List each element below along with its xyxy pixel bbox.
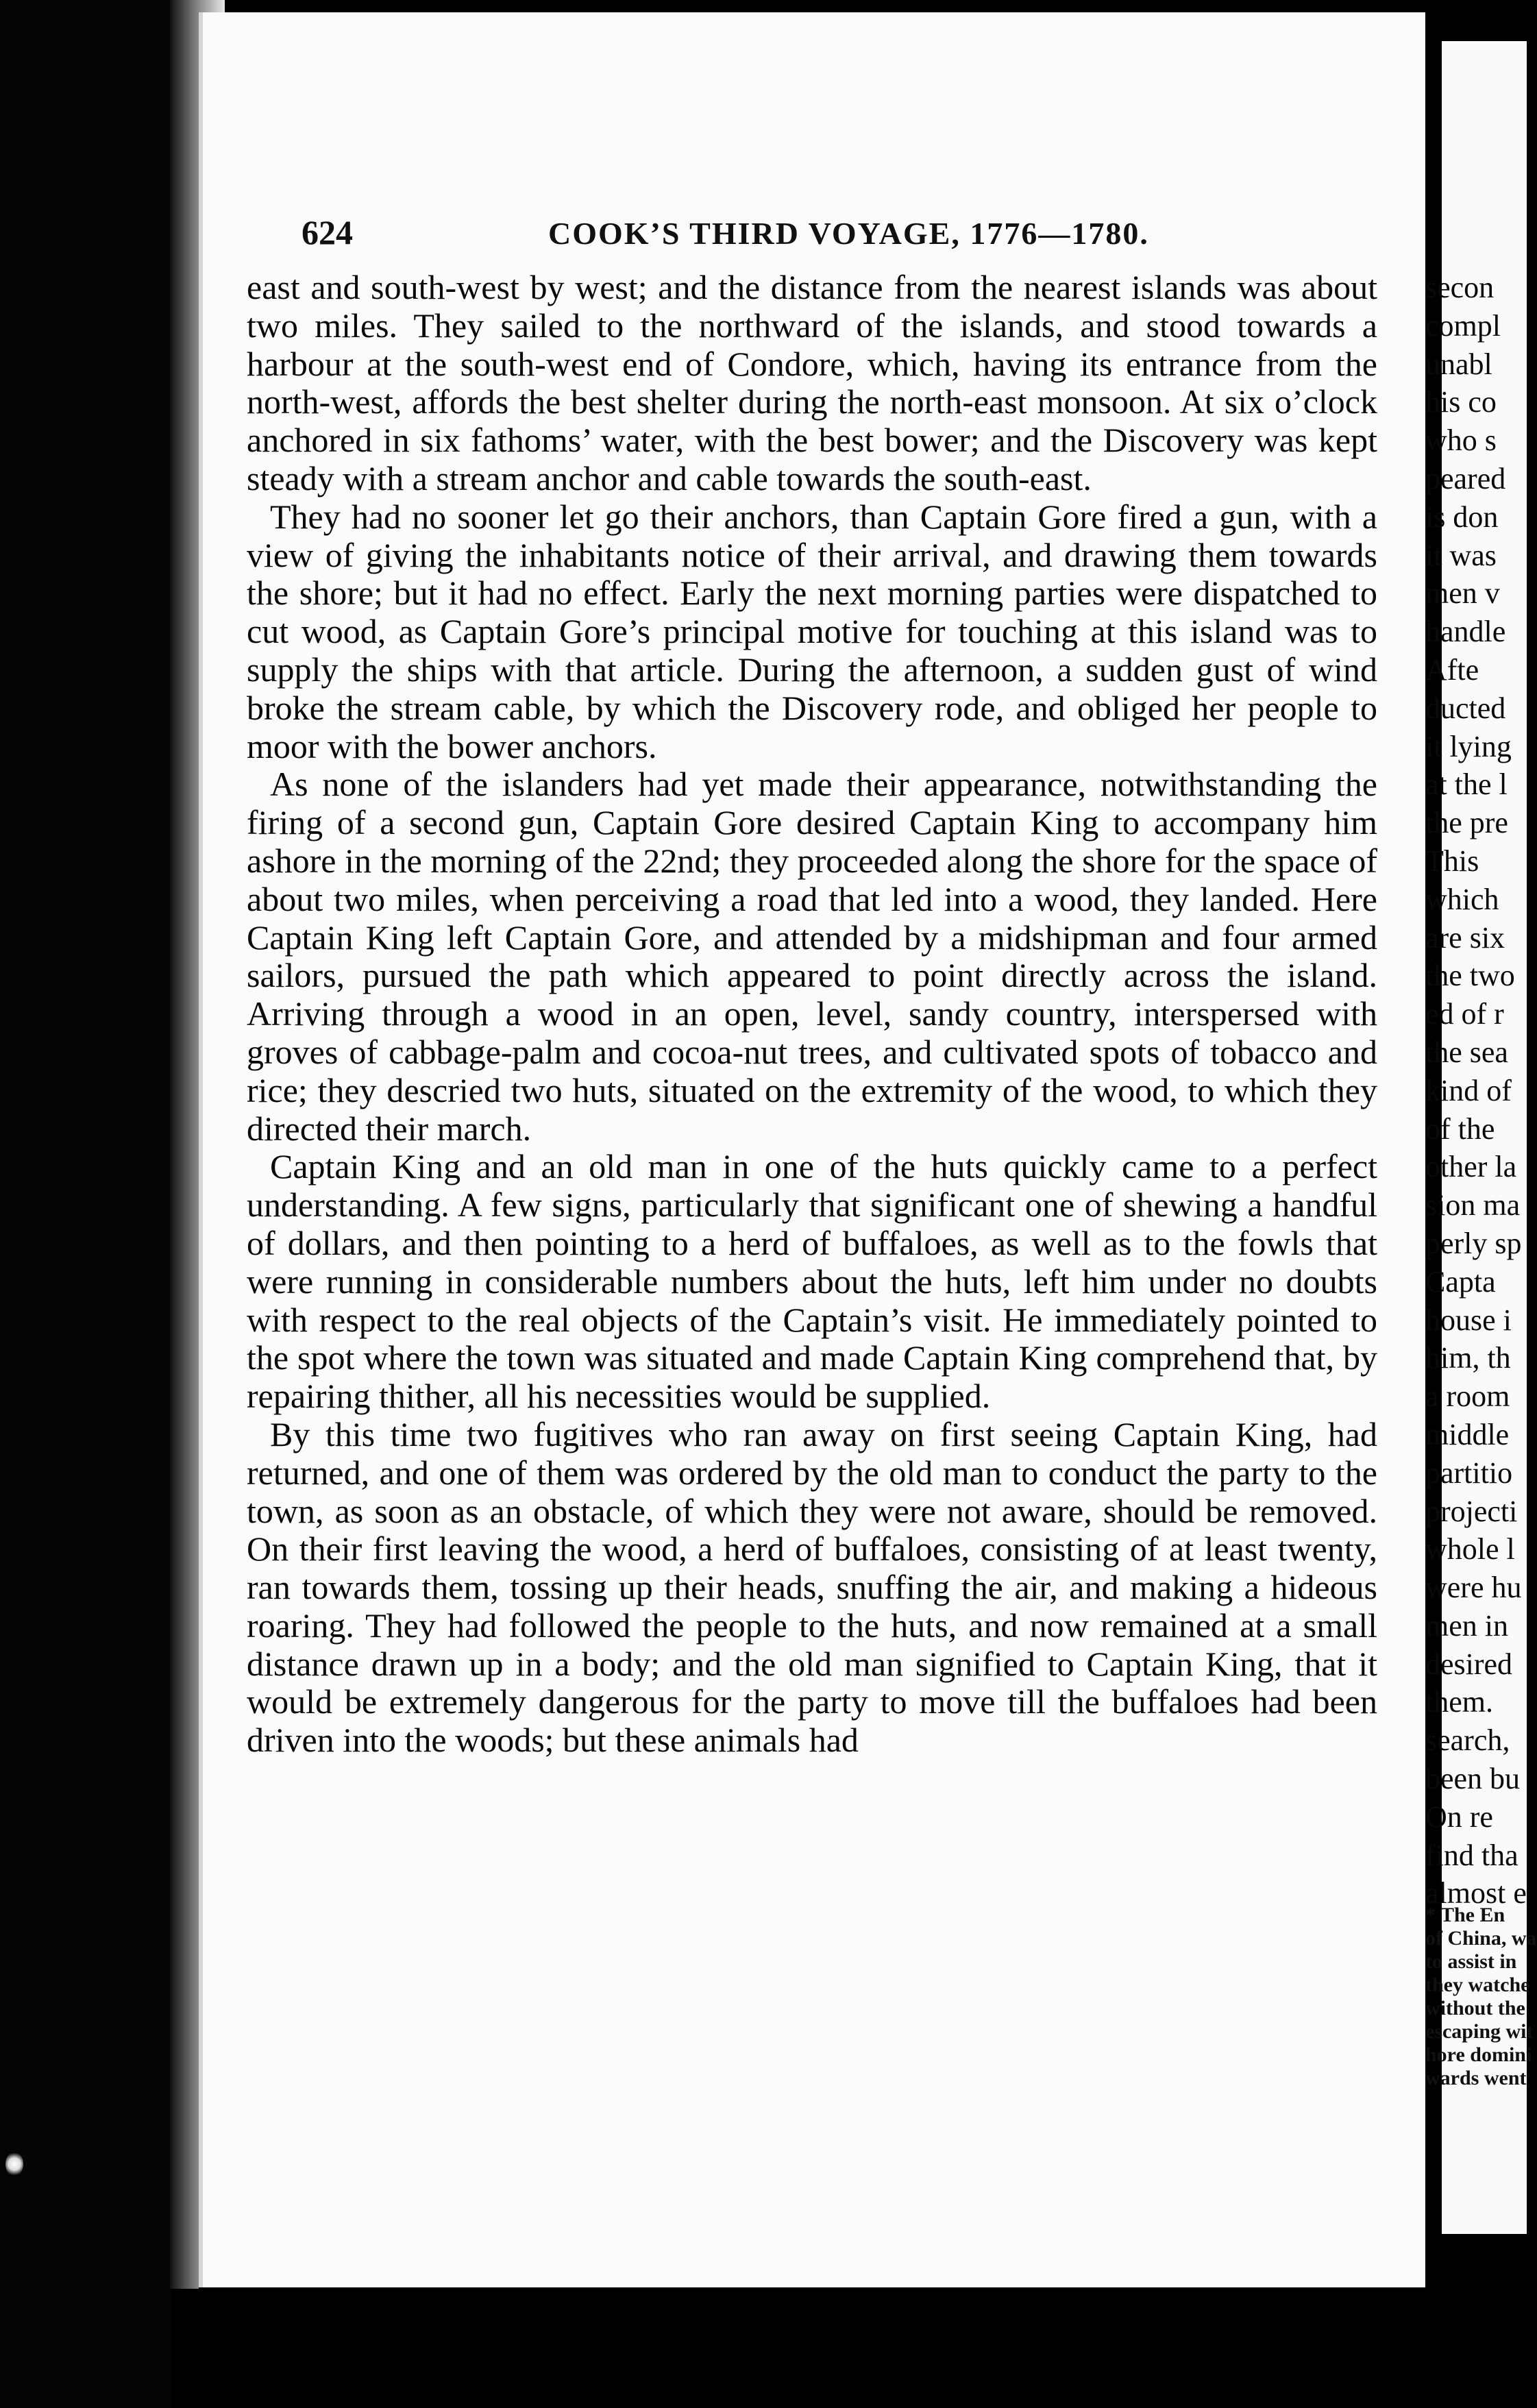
facing-page-line: which [1425, 882, 1499, 916]
facing-page-line: the pre [1425, 806, 1508, 840]
facing-page-line: middle [1425, 1417, 1510, 1451]
facing-page-line: it was [1425, 538, 1497, 572]
facing-page-line: almost e [1425, 1876, 1527, 1911]
book-binding-edge [0, 0, 171, 2408]
facing-page-line: are six [1425, 920, 1505, 955]
facing-page-line: perly sp [1425, 1226, 1522, 1260]
paragraph-5: By this time two fugitives who ran away on first seeing Captain King, had returned, and one of them was ordered by the old man to conduct the party to the town, as soon as an obstacle, of which they were not aware, should be removed. On their first leaving the wood, a herd of buffaloes, consisting of at least twenty, ran towards them, tossing up their heads, snuffing the air, and making a hideous roaring. They had followed the people to the huts, and now remained at a small distance drawn up in a body; and the old man signified to Captain King, that it would be extremely dangerous for the party to move till the buffaloes had been driven into the woods; but these animals had [247, 1414, 1377, 1760]
page-number: 624 [302, 213, 353, 251]
paragraph-3: As none of the islanders had yet made their appearance, notwithstanding the firing of a second gun, Captain Gore desired Captain King to accompany him ashore in the morning of the 22nd; they proceeded along the shore for the space of about two miles, when perceiving a road that led into a wood, they landed. Here Captain King left Captain Gore, and attended by a midshipman and four armed sailors, pursued the path which appeared to point directly across the island. Arriving through a wood in an open, level, sandy country, interspersed with groves of cabbage-palm and cocoa-nut trees, and cultivated spots of tobacco and rice; they descried two huts, situated on the extremity of the wood, to which they directed their march. [247, 765, 1377, 1148]
facing-page-line: handle [1425, 615, 1506, 649]
facing-page-line: house i [1425, 1303, 1512, 1337]
facing-page-line: who s [1425, 423, 1497, 458]
facing-footnote-line: they watche [1425, 1974, 1530, 1996]
facing-page-line: it lying [1425, 729, 1512, 763]
facing-page-line: Afte [1425, 652, 1479, 687]
facing-page-line: whole l [1425, 1532, 1515, 1567]
facing-page-footnote [1425, 1904, 1535, 2090]
facing-page-line: a room [1425, 1379, 1510, 1414]
facing-footnote-line: wards went [1425, 2067, 1527, 2089]
facing-footnote-line: * The En [1425, 1904, 1505, 1926]
paragraph-2: They had no sooner let go their anchors, than Captain Gore fired a gun, with a view of giving the inhabitants notice of their arrival, and drawing them towards the shore; but it had no effect. Early the next morning parties were dispatched to cut wood, as Captain Gore’s principal motive for touching at this island was to supply the ships with that article. During the afternoon, a sudden gust of wind broke the stream cable, by which the Discovery rode, and obliged her people to moor with the bower anchors. [247, 497, 1377, 765]
running-title: COOK’S THIRD VOYAGE, 1776—1780. [548, 216, 1149, 251]
facing-page-line: find tha [1425, 1838, 1518, 1872]
facing-page-line: other la [1425, 1150, 1517, 1184]
facing-page-line: them. [1425, 1685, 1493, 1719]
scan-artifact-mark [5, 2152, 23, 2176]
facing-page-line: Capta [1425, 1264, 1496, 1299]
facing-footnote-line: hore domini [1425, 2043, 1532, 2066]
facing-page-line: him, th [1425, 1341, 1511, 1375]
facing-page-line: at the l [1425, 767, 1508, 802]
paragraph-4: Captain King and an old man in one of the huts quickly came to a perfect understanding. A few signs, particularly that significant one of shewing a handful of dollars, and then pointing to a herd of buffaloes, as well as to the fowls that were running in considerable numbers about the huts, left him under no doubts with respect to the real objects of the Captain’s visit. He immediately pointed to the spot where the town was situated and made Captain King comprehend that, by repairing thither, all his necessities would be supplied. [247, 1147, 1377, 1416]
facing-page [1425, 0, 1537, 2408]
page-body-text [247, 269, 1377, 1760]
facing-page-line: sion ma [1425, 1188, 1521, 1223]
facing-footnote-line: escaping wit [1425, 2020, 1534, 2043]
facing-page-line: This [1425, 844, 1479, 878]
facing-page-line: secon [1425, 271, 1495, 304]
facing-page-line: kind of [1425, 1073, 1512, 1107]
facing-page-line: desired [1425, 1647, 1513, 1681]
facing-page-line: of the [1425, 1111, 1495, 1146]
facing-page-line: men in [1425, 1608, 1508, 1643]
facing-page-line: ed of r [1425, 997, 1504, 1031]
facing-page-line: peared [1425, 461, 1506, 495]
facing-page-line: compl [1425, 308, 1501, 343]
facing-page-line: were hu [1425, 1571, 1522, 1605]
facing-page-line: search, [1425, 1723, 1510, 1758]
facing-footnote-line: without the [1425, 1997, 1525, 2019]
facing-page-line: the sea [1425, 1035, 1508, 1069]
facing-page-line: unabl [1425, 347, 1492, 381]
facing-page-text [1425, 269, 1535, 1913]
facing-page-line: men v [1425, 576, 1500, 611]
running-head [302, 212, 1370, 260]
facing-page-line: the two [1425, 959, 1515, 993]
facing-page-line: projecti [1425, 1494, 1518, 1528]
paragraph-1: east and south-west by west; and the distance from the nearest islands was about two miles. They sailed to the northward of the islands, and stood towards a harbour at the south-west end of Condore, which, having its entrance from the north-west, affords the best shelter during the north-east monsoon. At six o’clock anchored in six fathoms’ water, with the best bower; and the Discovery was kept steady with a stream anchor and cable towards the south-east. [247, 268, 1377, 497]
facing-page-line: is don [1425, 500, 1499, 534]
facing-page-line: his co [1425, 385, 1497, 419]
facing-page-line: partitio [1425, 1455, 1513, 1490]
facing-page-line: On re [1425, 1799, 1493, 1834]
scan-background [199, 2287, 1527, 2408]
facing-page-line: ducted [1425, 691, 1506, 725]
facing-footnote-line: to assist in [1425, 1950, 1517, 1973]
facing-footnote-line: of China, wa [1425, 1927, 1537, 1950]
facing-page-line: been bu [1425, 1762, 1521, 1796]
